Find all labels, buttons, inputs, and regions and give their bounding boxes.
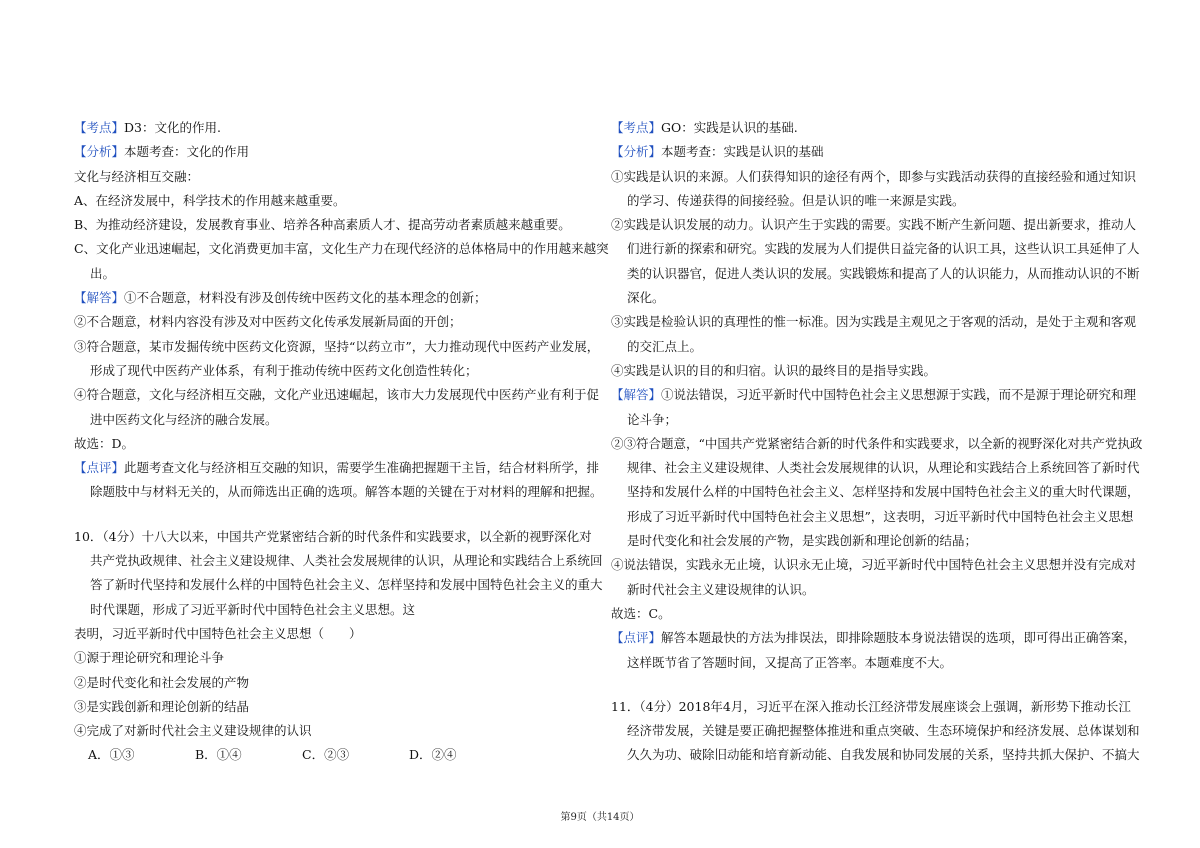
answer-choice: 故选：D。 [74,435,135,451]
dianping-text: 解答本题最快的方法为排误法，即排除题肢本身说法错误的选项，即可得出正确答案， [661,630,1137,646]
jieda-tag: 【解答】 [74,290,125,306]
analysis-line: 们进行新的探索和研究。实践的发展为人们提供日益完备的认识工具，这些认识工具延伸了人 [627,241,1140,257]
dianping-cont: 除题肢中与材料无关的，从而筛选出正确的选项。解答本题的关键在于对材料的理解和把握。 [90,484,603,500]
analysis-line: B、为推动经济建设，发展教育事业、培养各种高素质人才、提高劳动者素质越来越重要。 [74,217,571,233]
jieda-tag: 【解答】 [611,387,662,403]
analysis-line: ③实践是检验认识的真理性的惟一标准。因为实践是主观见之于客观的活动，是处于主观和客观 [611,314,1137,330]
fenxi-text: 本题考查：实践是认识的基础 [661,144,824,160]
answer-line: ④说法错误，实践永无止境，认识永无止境，习近平新时代中国特色社会主义思想并没有完成对 [611,557,1137,573]
analysis-line: 深化。 [627,290,665,306]
answer-line: 形成了现代中医药产业体系，有利于推动传统中医药文化创造性转化； [90,362,478,378]
analysis-line: 文化与经济相互交融： [74,168,200,184]
question-10-item: ③是实践创新和理论创新的结晶 [74,698,250,714]
dianping-line [74,456,600,480]
analysis-line: ④实践是认识的目的和归宿。认识的最终目的是指导实践。 [611,362,937,378]
answer-line: 坚持和发展什么样的中国特色社会主义、怎样坚持和发展中国特色社会主义的重大时代课题， [627,484,1140,500]
answer-line: 论斗争； [627,411,678,427]
answer-line: 是时代变化和社会发展的产物，是实践创新和理论创新的结晶； [627,533,978,549]
fenxi-line [611,140,1131,164]
answer-line: ②不合题意，材料内容没有涉及对中医药文化传承发展新局面的开创； [74,314,462,330]
dianping-tag: 【点评】 [611,630,662,646]
page-footer: 第9页（共14页） [560,812,640,823]
question-10-stem: 表明，习近平新时代中国特色社会主义思想（ ） [74,625,362,641]
jieda-text: ①不合题意，材料没有涉及创传统中医药文化的基本理念的创新； [124,290,487,306]
dianping-cont: 这样既节省了答题时间，又提高了正答率。本题难度不大。 [627,654,953,670]
option-c: C．②③ [302,747,350,763]
option-a: A．①③ [88,747,135,763]
kaodian-tag: 【考点】 [611,120,662,135]
right-column [611,116,1143,768]
answer-line: 新时代社会主义建设规律的认识。 [627,581,815,597]
question-10-item: ①源于理论研究和理论斗争 [74,650,225,666]
jieda-line [611,383,1137,407]
question-10-item: ④完成了对新时代社会主义建设规律的认识 [74,723,312,739]
answer-line: 形成了习近平新时代中国特色社会主义思想”，这表明，习近平新时代中国特色社会主义思想 [627,508,1134,524]
analysis-line: 的学习、传递获得的间接经验。但是认识的唯一来源是实践。 [627,192,965,208]
fenxi-text: 本题考查：文化的作用 [124,144,250,160]
jieda-text: ①说法错误，习近平新时代中国特色社会主义思想源于实践，而不是源于理论研究和理 [661,387,1137,403]
question-11-stem: 经济带发展，关键是要正确把握整体推进和重点突破、生态环境保护和经济发展、总体谋划和 [627,723,1140,739]
answer-line: ④符合题意，文化与经济相互交融，文化产业迅速崛起，该市大力发展现代中医药产业有利于促 [74,387,600,403]
question-10-options [74,743,594,767]
kaodian-text: D3：文化的作用. [124,120,221,135]
analysis-line: 类的认识器官，促进人类认识的发展。实践锻炼和提高了人的认识能力，从而推动认识的不断 [627,265,1140,281]
dianping-line [611,626,1137,650]
analysis-line: C、文化产业迅速崛起，文化消费更加丰富，文化生产力在现代经济的总体格局中的作用越来越突 [74,241,609,257]
answer-line: 进中医药文化与经济的融合发展。 [90,411,278,427]
fenxi-tag: 【分析】 [74,144,125,160]
question-10-stem: 共产党执政规律、社会主义建设规律、人类社会发展规律的认识，从理论和实践结合上系统回 [90,553,603,569]
dianping-text: 此题考查文化与经济相互交融的知识，需要学生准确把握题干主旨，结合材料所学，排 [124,460,600,476]
analysis-line: ②实践是认识发展的动力。认识产生于实践的需要。实践不断产生新问题、提出新要求，推动人 [611,217,1137,233]
answer-line: 规律、社会主义建设规律、人类社会发展规律的认识，从理论和实践结合上系统回答了新时代 [627,460,1140,476]
kaodian-text: GO：实践是认识的基础. [661,120,798,135]
question-10-stem: 10．（4分）十八大以来，中国共产党紧密结合新的时代条件和实践要求，以全新的视野深化对 [74,528,592,544]
fenxi-tag: 【分析】 [611,144,662,160]
answer-line: ②③符合题意，“中国共产党紧密结合新的时代条件和实践要求，以全新的视野深化对共产党执政 [611,435,1143,451]
answer-choice: 故选：C。 [611,605,671,621]
left-column [74,116,609,768]
option-d: D．②④ [409,747,457,763]
jieda-line [74,286,594,310]
fenxi-line [74,140,594,164]
kaodian-tag: 【考点】 [74,120,125,135]
analysis-line: ①实践是认识的来源。人们获得知识的途径有两个，即参与实践活动获得的直接经验和通过知识 [611,168,1137,184]
dianping-tag: 【点评】 [74,460,125,476]
question-10-stem: 答了新时代坚持和发展什么样的中国特色社会主义、怎样坚持和发展中国特色社会主义的重大 [90,577,603,593]
question-11-stem: 久久为功、破除旧动能和培育新动能、自我发展和协同发展的关系，坚持共抓大保护、不搞大 [627,747,1140,763]
answer-line: ③符合题意，某市发掘传统中医药文化资源，坚持“以药立市”，大力推动现代中医药产业发展， [74,338,600,354]
analysis-line: 的交汇点上。 [627,338,703,354]
kaodian-line [74,116,594,140]
question-11-stem: 11．（4分）2018年4月，习近平在深入推动长江经济带发展座谈会上强调，新形势下推动长江 [611,698,1131,714]
question-10-stem: 时代课题，形成了习近平新时代中国特色社会主义思想。这 [90,601,416,617]
option-b: B．①④ [195,747,242,763]
question-10-item: ②是时代变化和社会发展的产物 [74,674,250,690]
analysis-line: 出。 [90,265,116,281]
analysis-line: A、在经济发展中，科学技术的作用越来越重要。 [74,192,346,208]
kaodian-line [611,116,1131,140]
